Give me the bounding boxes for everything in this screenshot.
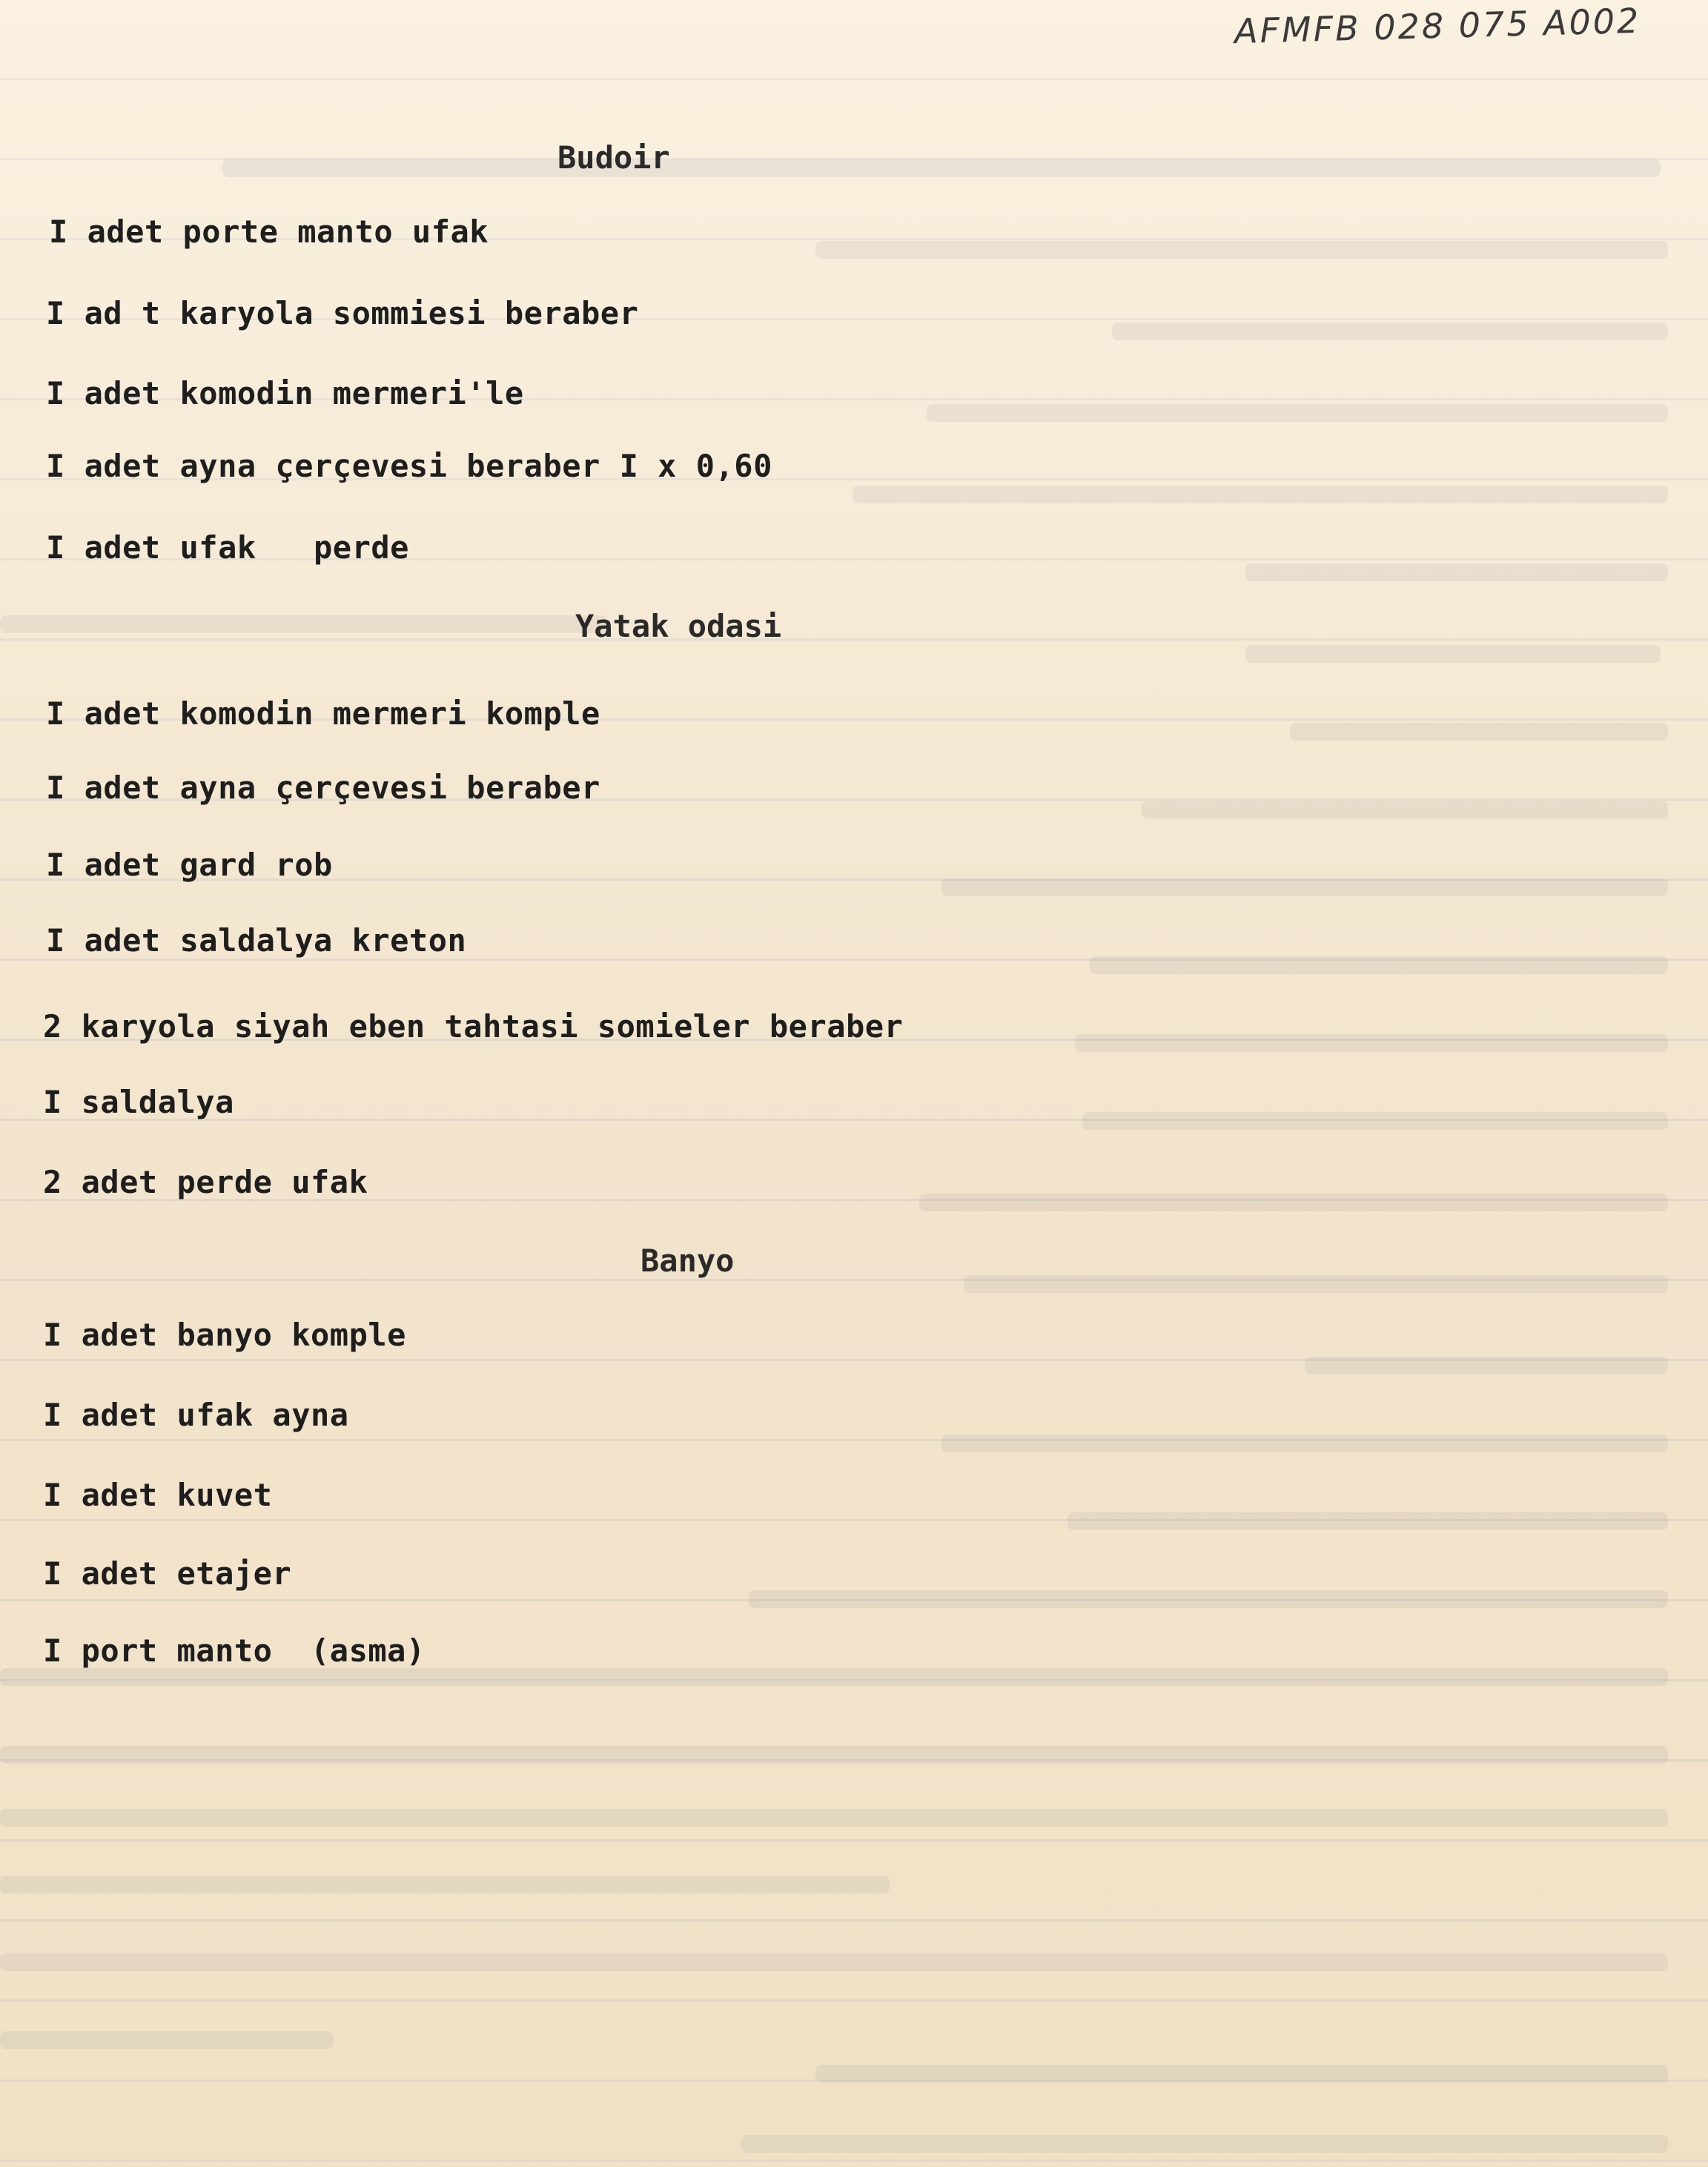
list-item: I adet komodin mermeri'le [46, 375, 524, 411]
list-item: I adet banyo komple [43, 1317, 406, 1353]
list-item: I adet saldalya kreton [46, 922, 467, 959]
list-item: I saldalya [43, 1084, 234, 1120]
list-item: I adet komodin mermeri komple [46, 695, 600, 732]
section-heading-banyo: Banyo [640, 1243, 735, 1279]
list-item: 2 adet perde ufak [43, 1164, 368, 1200]
list-item: I adet gard rob [46, 847, 333, 883]
list-item: 2 karyola siyah eben tahtasi somieler beraber [43, 1008, 904, 1045]
list-item: I adet ayna çerçevesi beraber I x 0,60 [46, 448, 772, 484]
archive-reference: AFMFB 028 075 A002 [1234, 0, 1641, 52]
section-heading-budoir: Budoir [557, 139, 670, 176]
section-heading-yatak-odasi: Yatak odasi [575, 608, 782, 644]
list-item: I adet ayna çerçevesi beraber [46, 770, 600, 806]
list-item: I adet porte manto ufak [49, 214, 489, 250]
list-item: I port manto (asma) [43, 1632, 426, 1669]
list-item: I adet ufak perde [46, 529, 409, 566]
list-item: I adet ufak ayna [43, 1397, 349, 1433]
list-item: I adet kuvet [43, 1477, 273, 1513]
list-item: I ad t karyola sommiesi beraber [46, 295, 639, 331]
list-item: I adet etajer [43, 1555, 292, 1592]
